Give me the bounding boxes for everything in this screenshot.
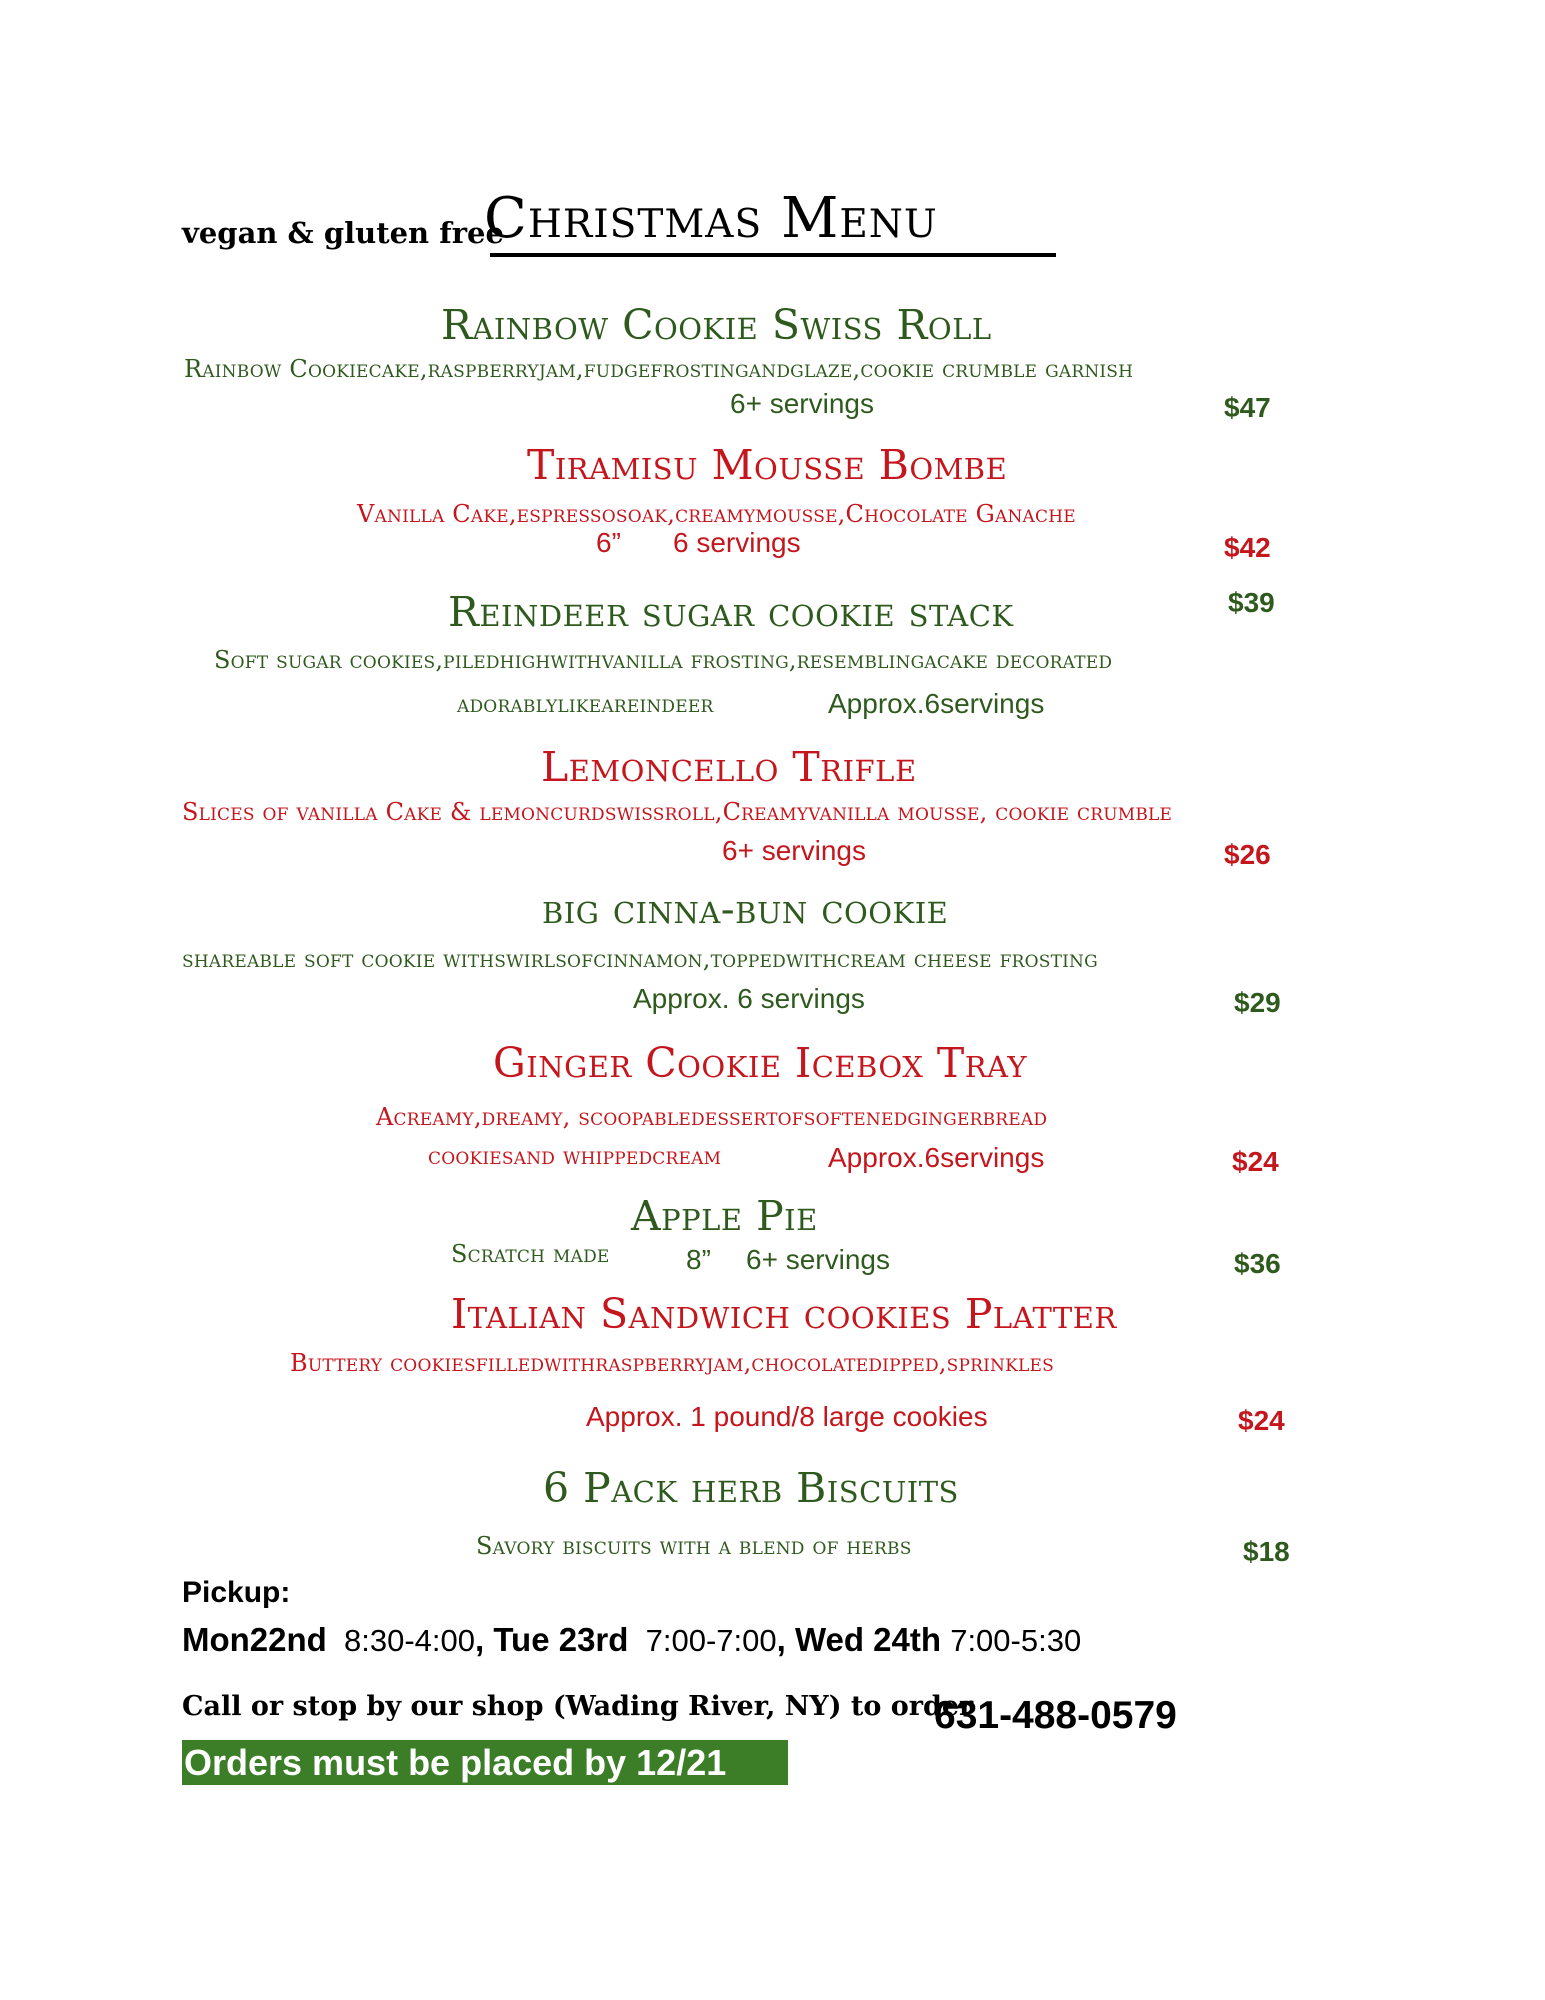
item-title-italian-sandwich-cookies-platter: Italian Sandwich cookies Platter [451,1290,1117,1338]
item-title-apple-pie: Apple Pie [631,1192,818,1240]
item-price-tiramisu-mousse-bombe: $42 [1224,532,1271,563]
pickup-day-tue: , Tue 23rd [475,1621,629,1658]
item-servings-ginger-cookie-icebox-tray: Approx.6servings [828,1142,1045,1173]
pickup-time-mon: 8:30-4:00 [344,1623,475,1658]
item-size-apple-pie: 8” [686,1244,711,1275]
item-desc-big-cinna-bun-cookie: shareable soft cookie withswirlsofcinnamon,toppedwithcream cheese frosting [182,945,1098,973]
item-price-italian-sandwich-cookies-platter: $24 [1238,1405,1285,1436]
item-title-ginger-cookie-icebox-tray: Ginger Cookie Icebox Tray [493,1039,1027,1087]
pickup-schedule [182,1621,1081,1659]
item-servings-apple-pie: 6+ servings [746,1244,890,1275]
item-servings-tiramisu-mousse-bombe: 6 servings [673,527,801,558]
item-title-reindeer-sugar-cookie-stack: Reindeer sugar cookie stack [448,588,1014,636]
item-title-6-pack-herb-biscuits: 6 Pack herb Biscuits [543,1464,959,1512]
header-subtitle: vegan & gluten free [182,216,504,250]
pickup-label: Pickup: [182,1576,291,1609]
item-servings-italian-sandwich-cookies-platter: Approx. 1 pound/8 large cookies [586,1401,988,1432]
item-price-rainbow-cookie-swiss-roll: $47 [1224,392,1271,423]
item-price-ginger-cookie-icebox-tray: $24 [1232,1146,1279,1177]
item-desc-tiramisu-mousse-bombe: Vanilla Cake,espressosoak,creamymousse,Chocolate Ganache [357,500,1076,528]
title-underline [490,253,1056,257]
page-title: Christmas Menu [484,186,938,251]
item-price-reindeer-sugar-cookie-stack: $39 [1228,587,1275,618]
item-title-tiramisu-mousse-bombe: Tiramisu Mousse Bombe [527,441,1008,489]
item-size-tiramisu-mousse-bombe: 6” [596,527,621,558]
pickup-time-tue: 7:00-7:00 [645,1623,777,1658]
item-desc-rainbow-cookie-swiss-roll: Rainbow Cookiecake,raspberryjam,fudgefrostingandglaze,cookie crumble garnish [184,355,1134,383]
item-title-big-cinna-bun-cookie: big cinna-bun cookie [542,885,949,933]
order-deadline-banner: Orders must be placed by 12/21 [182,1740,788,1785]
item-desc-lemoncello-trifle: Slices of vanilla Cake & lemoncurdswissroll,Creamyvanilla mousse, cookie crumble [182,798,1173,826]
item-servings-reindeer-sugar-cookie-stack: Approx.6servings [828,688,1045,719]
item-servings-big-cinna-bun-cookie: Approx. 6 servings [633,983,865,1014]
item-desc-6-pack-herb-biscuits: Savory biscuits with a blend of herbs [476,1532,912,1560]
pickup-day-mon: Mon22nd [182,1621,327,1658]
item-price-lemoncello-trifle: $26 [1224,839,1271,870]
item-desc-apple-pie: Scratch made [451,1240,610,1268]
order-call-text: Call or stop by our shop (Wading River, NY) to order [182,1691,974,1722]
item-servings-rainbow-cookie-swiss-roll: 6+ servings [730,388,874,419]
item-price-6-pack-herb-biscuits: $18 [1243,1536,1290,1567]
item-price-big-cinna-bun-cookie: $29 [1234,987,1281,1018]
item-desc-italian-sandwich-cookies-platter: Buttery cookiesfilledwithraspberryjam,chocolatedipped,sprinkles [290,1349,1054,1377]
item-desc-reindeer-sugar-cookie-stack: Soft sugar cookies,piledhighwithvanilla frosting,resemblingacake decorated [214,646,1113,674]
item-price-apple-pie: $36 [1234,1248,1281,1279]
pickup-day-wed: , Wed 24th [776,1621,942,1658]
order-phone: 631-488-0579 [934,1694,1177,1737]
item-title-rainbow-cookie-swiss-roll: Rainbow Cookie Swiss Roll [441,301,992,349]
pickup-time-wed: 7:00-5:30 [950,1623,1082,1658]
item-servings-lemoncello-trifle: 6+ servings [722,835,866,866]
item-desc2-reindeer-sugar-cookie-stack: adorablylikeareindeer [457,690,714,718]
item-title-lemoncello-trifle: Lemoncello Trifle [541,743,917,791]
item-desc2-ginger-cookie-icebox-tray: cookiesand whippedcream [428,1142,722,1170]
item-desc-ginger-cookie-icebox-tray: Acreamy,dreamy, scoopabledessertofsoftenedgingerbread [376,1103,1048,1131]
